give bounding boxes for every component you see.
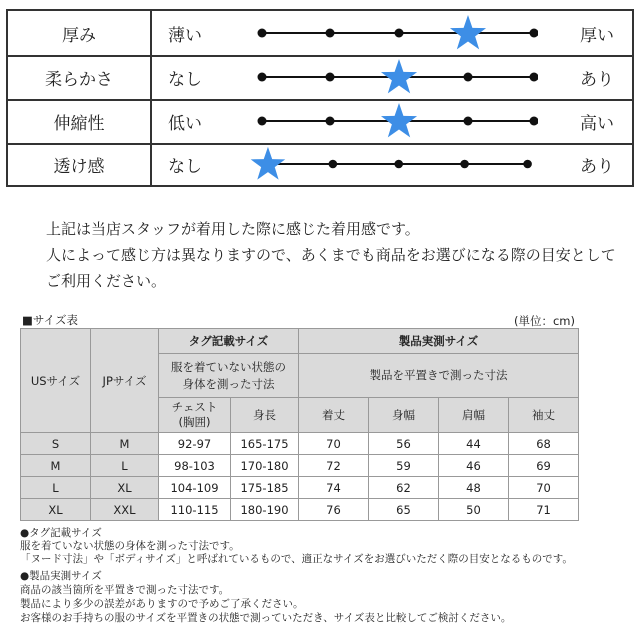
cell-length: 76 bbox=[299, 499, 369, 521]
feel-scale bbox=[248, 11, 538, 55]
feel-row-thickness bbox=[8, 11, 632, 57]
cell-length: 70 bbox=[299, 433, 369, 455]
footnote-heading: ●タグ記載サイズ bbox=[20, 527, 102, 539]
scale-dot bbox=[530, 117, 539, 126]
cell-us: XL bbox=[21, 499, 91, 521]
table-row bbox=[21, 455, 579, 477]
scale-dot bbox=[326, 117, 335, 126]
feel-row-softness bbox=[8, 55, 632, 101]
cell-width: 65 bbox=[369, 499, 439, 521]
scale-dot bbox=[258, 117, 267, 126]
cell-chest: 92-97 bbox=[159, 433, 231, 455]
header-chest-line: (胸囲) bbox=[178, 415, 211, 429]
header-chest bbox=[159, 398, 231, 433]
table-row bbox=[21, 477, 579, 499]
footnote-line: 「ヌード寸法」や「ボディサイズ」と呼ばれているもので、適正なサイズをお選びいただく際の目安となるものです。 bbox=[20, 553, 573, 565]
rating-star-icon bbox=[381, 103, 417, 137]
cell-shoulder: 44 bbox=[439, 433, 509, 455]
feel-left-label: 低い bbox=[168, 113, 202, 134]
size-table bbox=[20, 328, 579, 521]
feel-right-label: あり bbox=[580, 69, 614, 90]
cell-jp: M bbox=[91, 433, 159, 455]
header-actual-size: 製品実測サイズ bbox=[299, 329, 579, 354]
actual-size-description: 製品を平置きで測った寸法 bbox=[299, 354, 579, 398]
size-table-title: ■サイズ表 bbox=[22, 313, 78, 327]
cell-us: M bbox=[21, 455, 91, 477]
scale-dot bbox=[326, 73, 335, 82]
footnote-line: 製品により多少の誤差がありますので予めご了承ください。 bbox=[20, 598, 304, 610]
feel-table bbox=[6, 9, 634, 187]
feel-row-stretch bbox=[8, 99, 632, 145]
feel-label: 厚み bbox=[8, 11, 152, 55]
cell-width: 59 bbox=[369, 455, 439, 477]
scale-dot bbox=[530, 29, 539, 38]
header-us-size: USサイズ bbox=[21, 329, 91, 433]
feel-scale bbox=[248, 55, 538, 99]
cell-height: 175-185 bbox=[231, 477, 299, 499]
header-shoulder: 肩幅 bbox=[439, 398, 509, 433]
note-line: ご利用ください。 bbox=[46, 272, 167, 290]
cell-sleeve: 70 bbox=[509, 477, 579, 499]
cell-jp: XL bbox=[91, 477, 159, 499]
feel-scale bbox=[248, 99, 538, 143]
scale-dot bbox=[258, 29, 267, 38]
footnote-line: お客様のお手持ちの服のサイズを平置きの状態で測っていただき、サイズ表と比較してご検討ください。 bbox=[20, 612, 512, 624]
feel-label: 伸縮性 bbox=[8, 99, 152, 143]
feel-right-label: 厚い bbox=[580, 25, 614, 46]
table-row bbox=[21, 499, 579, 521]
note-line: 上記は当店スタッフが着用した際に感じた着用感です。 bbox=[46, 220, 420, 238]
cell-height: 180-190 bbox=[231, 499, 299, 521]
cell-shoulder: 48 bbox=[439, 477, 509, 499]
tag-size-description bbox=[159, 354, 299, 398]
feel-row-sheerness bbox=[8, 143, 632, 185]
footnote-line: 服を着ていない状態の身体を測った寸法です。 bbox=[20, 540, 240, 552]
cell-chest: 104-109 bbox=[159, 477, 231, 499]
cell-width: 56 bbox=[369, 433, 439, 455]
scale-dot bbox=[523, 160, 532, 169]
scale-dot bbox=[258, 73, 267, 82]
cell-us: L bbox=[21, 477, 91, 499]
cell-jp: L bbox=[91, 455, 159, 477]
cell-shoulder: 46 bbox=[439, 455, 509, 477]
feel-label: 透け感 bbox=[8, 143, 152, 185]
scale-dot bbox=[460, 160, 469, 169]
scale-dot bbox=[329, 160, 338, 169]
tag-desc-line: 服を着ていない状態の bbox=[171, 359, 286, 374]
cell-sleeve: 69 bbox=[509, 455, 579, 477]
feel-left-label: なし bbox=[168, 156, 202, 177]
cell-jp: XXL bbox=[91, 499, 159, 521]
header-sleeve: 袖丈 bbox=[509, 398, 579, 433]
cell-us: S bbox=[21, 433, 91, 455]
tag-desc-line: 身体を測った寸法 bbox=[182, 376, 275, 391]
scale-dot bbox=[326, 29, 335, 38]
cell-length: 74 bbox=[299, 477, 369, 499]
note-line: 人によって感じ方は異なりますので、あくまでも商品をお選びになる際の目安として bbox=[46, 246, 616, 264]
header-tag-size: タグ記載サイズ bbox=[159, 329, 299, 354]
feel-right-label: 高い bbox=[580, 113, 614, 134]
cell-chest: 98-103 bbox=[159, 455, 231, 477]
table-row bbox=[21, 433, 579, 455]
scale-dot bbox=[395, 29, 404, 38]
scale-dot bbox=[530, 73, 539, 82]
scale-dot bbox=[464, 117, 473, 126]
cell-chest: 110-115 bbox=[159, 499, 231, 521]
feel-left-label: なし bbox=[168, 69, 202, 90]
header-length: 着丈 bbox=[299, 398, 369, 433]
size-table-unit: (単位：cm) bbox=[514, 314, 575, 328]
rating-star-icon bbox=[381, 59, 417, 93]
feel-scale bbox=[248, 143, 538, 185]
rating-star-icon bbox=[251, 147, 285, 180]
header-chest-line: チェスト bbox=[171, 400, 218, 414]
feel-right-label: あり bbox=[580, 156, 614, 177]
cell-length: 72 bbox=[299, 455, 369, 477]
cell-sleeve: 68 bbox=[509, 433, 579, 455]
scale-dot bbox=[394, 160, 403, 169]
feel-label: 柔らかさ bbox=[8, 55, 152, 99]
cell-sleeve: 71 bbox=[509, 499, 579, 521]
scale-dot bbox=[464, 73, 473, 82]
header-width: 身幅 bbox=[369, 398, 439, 433]
footnote-line: 商品の該当箇所を平置きで測った寸法です。 bbox=[20, 584, 230, 596]
header-jp-size: JPサイズ bbox=[91, 329, 159, 433]
cell-height: 170-180 bbox=[231, 455, 299, 477]
footnote-heading: ●製品実測サイズ bbox=[20, 570, 102, 582]
header-height: 身長 bbox=[231, 398, 299, 433]
cell-height: 165-175 bbox=[231, 433, 299, 455]
cell-width: 62 bbox=[369, 477, 439, 499]
cell-shoulder: 50 bbox=[439, 499, 509, 521]
feel-left-label: 薄い bbox=[168, 25, 202, 46]
rating-star-icon bbox=[450, 15, 486, 49]
